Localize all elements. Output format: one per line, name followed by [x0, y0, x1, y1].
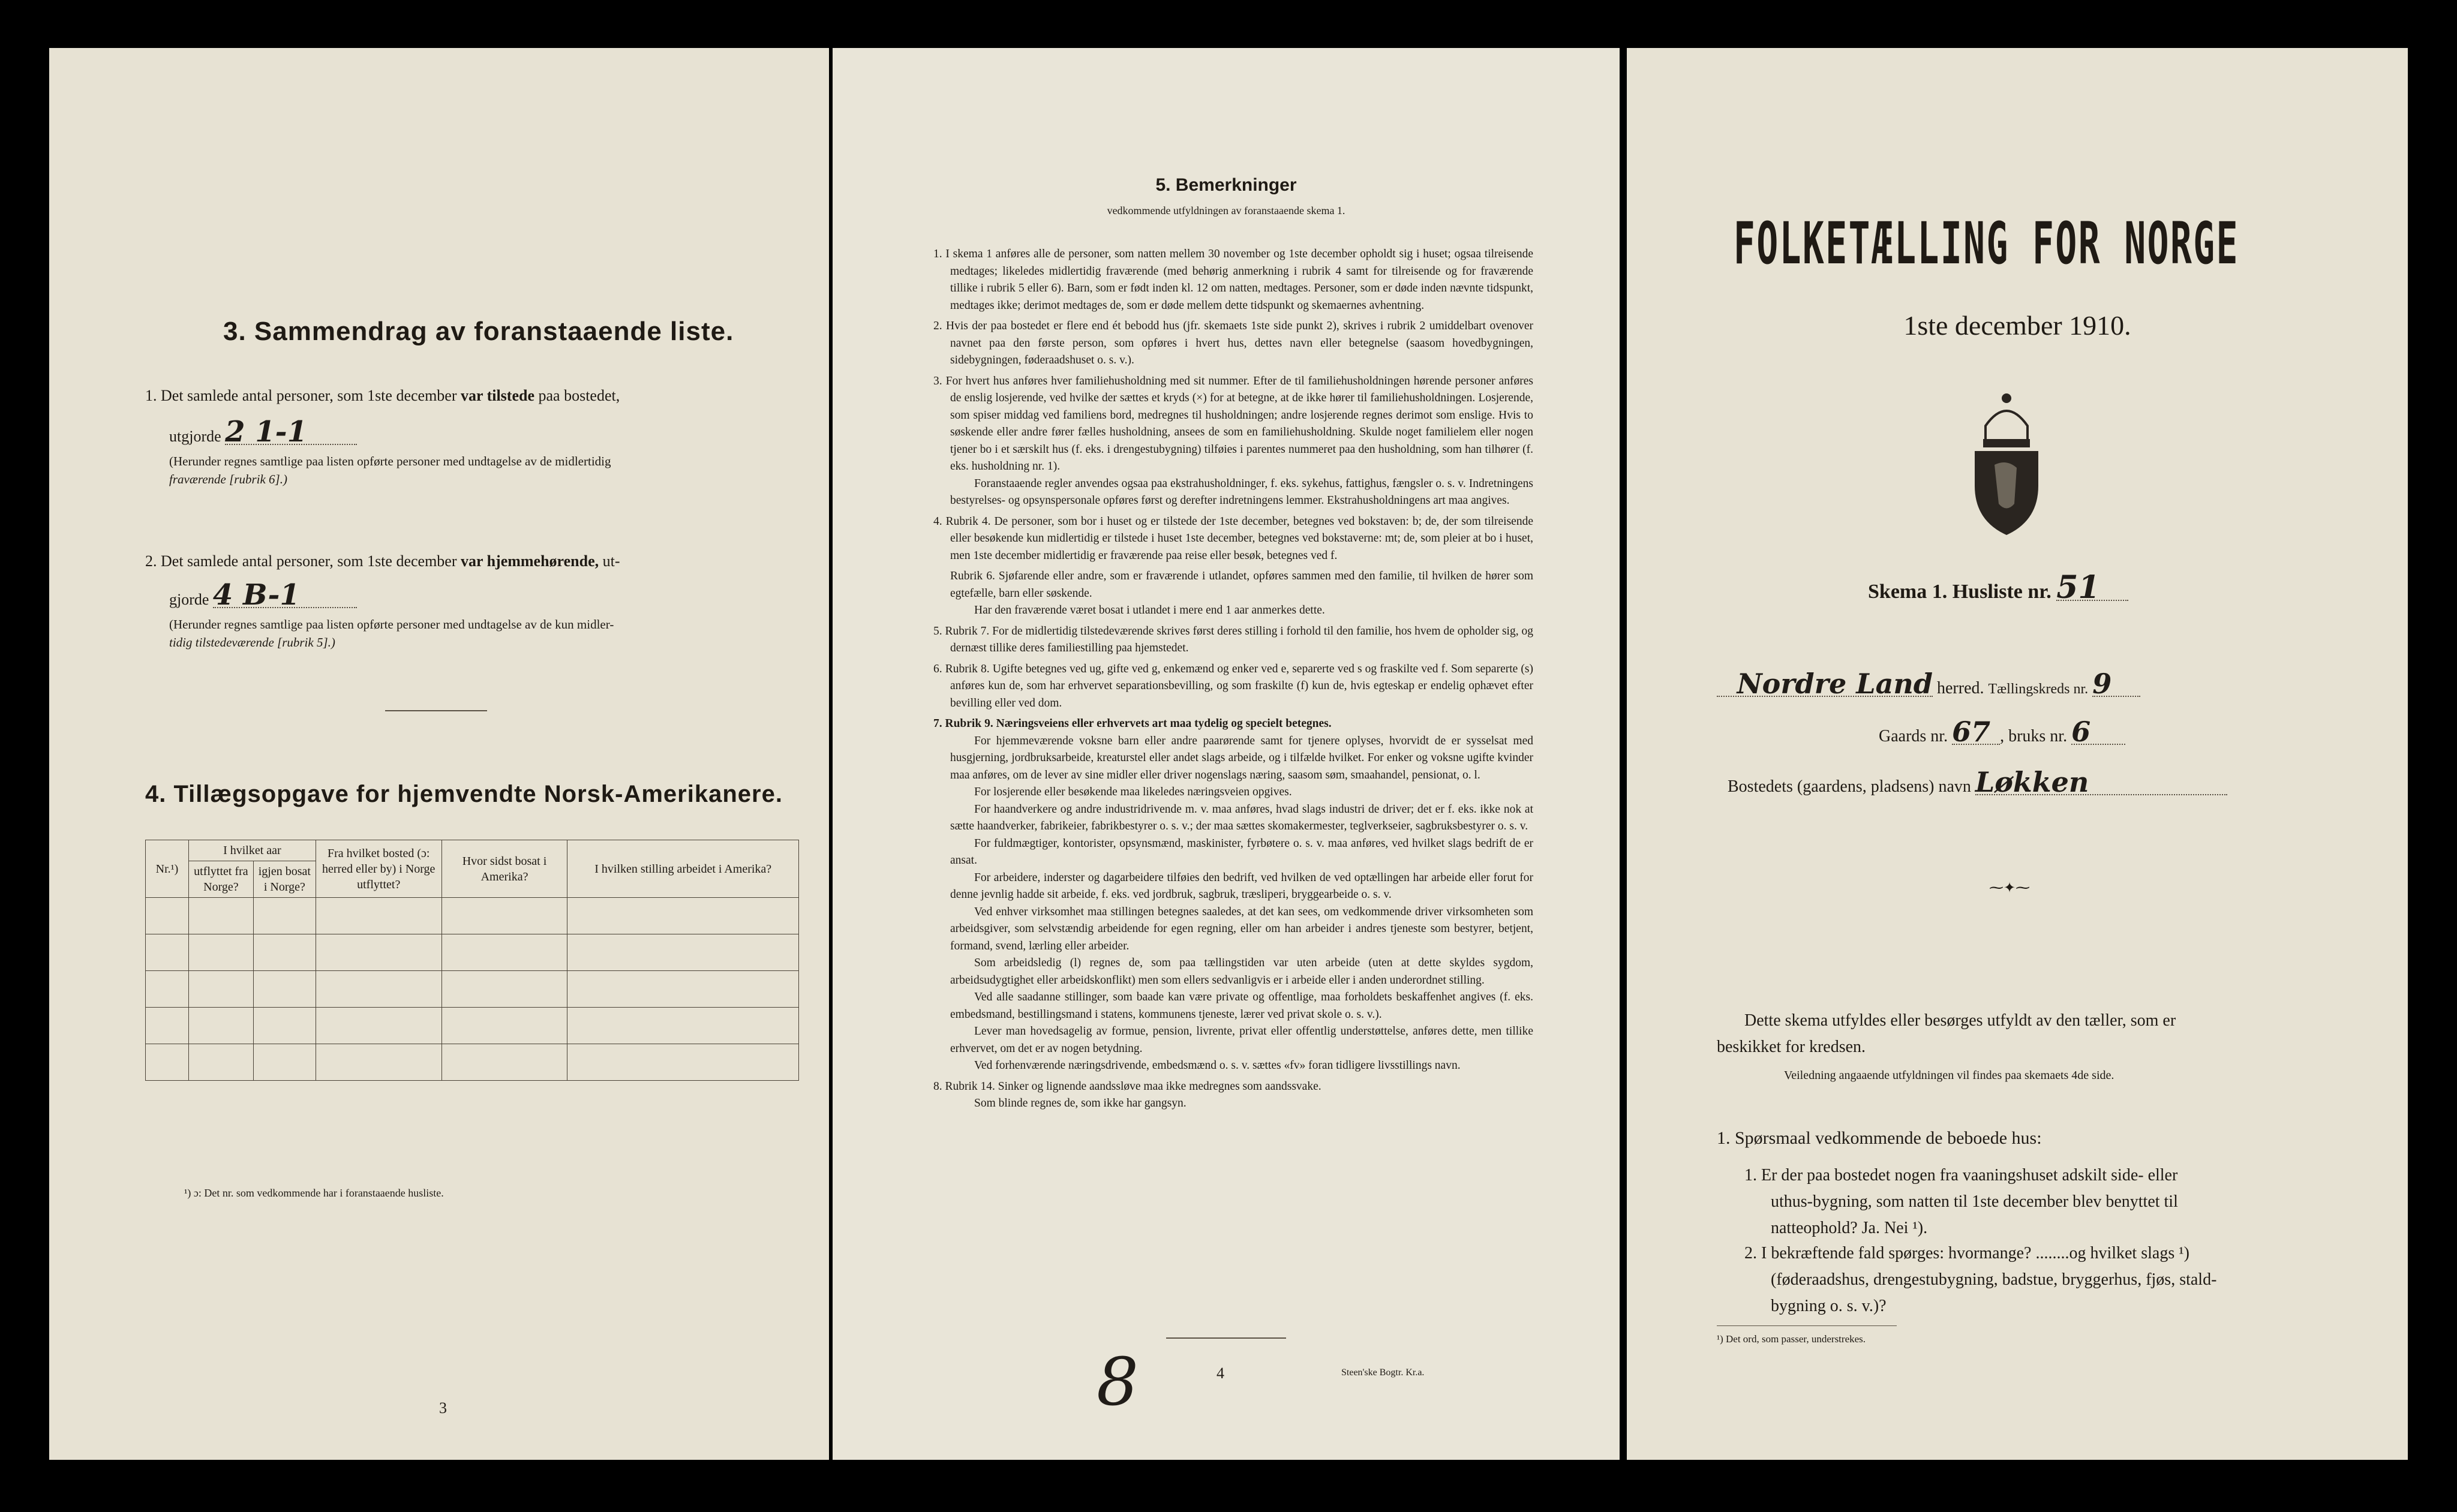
- remark-7d: For fuldmægtiger, kontorister, opsynsmænd, maskinister, fyrbøtere o. s. v. maa anføres, ved hvilket slags bedrift de er ansat.: [950, 837, 1533, 867]
- item1-note-line2: fraværende [rubrik 6].): [169, 472, 287, 486]
- remark-7h: Ved alle saadanne stillinger, som baade kan være private og offentlige, maa forholdets beskaffenhet angives (f. eks. embedsmand, bestillingsmand i statens, kommunens tjeneste, lærer ved privat skole o. s. v.).: [950, 991, 1533, 1021]
- info-line2: beskikket for kredsen.: [1717, 1038, 1866, 1056]
- q1-line2: uthus-bygning, som natten til 1ste december blev benyttet til: [1771, 1192, 2178, 1211]
- item1-utgjorde: utgjorde: [169, 428, 221, 445]
- remarks-subheading: vedkommende utfyldningen av foranstaaende skema 1.: [1107, 205, 1345, 217]
- table-row: [146, 1008, 799, 1044]
- remark-7g: Som arbeidsledig (l) regnes de, som paa tællingstiden var uten arbeide (uten at dette skyldes sygdom, arbeidsudygtighet eller arbeidskonflikt) men som ellers sedvanligvis er i arbeide eller i anden underordnet stilling.: [950, 957, 1533, 987]
- section4-footnote: ¹) ɔ: Det nr. som vedkommende har i foranstaaende husliste.: [184, 1187, 444, 1199]
- kreds-label: Tællingskreds nr.: [1988, 681, 2089, 697]
- q1-line1: 1. Er der paa bostedet nogen fra vaaningshuset adskilt side- eller: [1744, 1166, 2178, 1185]
- gaards-label: Gaards nr.: [1879, 727, 1948, 746]
- item2-value: 4 B-1: [213, 583, 357, 608]
- remarks-heading: 5. Bemerkninger: [1155, 175, 1297, 195]
- info-block: [1717, 1008, 2383, 1060]
- col-utflyttet: utflyttet fra Norge?: [188, 861, 253, 898]
- col-hvor: Hvor sidst bosat i Amerika?: [441, 840, 567, 898]
- remark-7a: For hjemmeværende voksne barn eller andre paarørende samt for tjenere oplyses, hvorvidt de er sysselsat med husgjerning, jordbruksarbeide, kreaturstel eller andet slags arbeide, og i tilfælde hvilket. For enker og voksne ugifte kvinder maa anføres, om de lever av sine midler eller driver nogenslags næring, saasom søm, smaahandel, pensionat, o. l.: [950, 734, 1533, 781]
- section4-table: [145, 840, 799, 1081]
- item1-utgjorde-row: [169, 415, 357, 449]
- item2-utgjorde-row: [169, 578, 357, 612]
- q1-line3: natteophold? Ja. Nei ¹).: [1771, 1219, 1928, 1237]
- bosted-row: [1728, 766, 2227, 800]
- page-left: [49, 48, 829, 1460]
- section3-heading: 3. Sammendrag av foranstaaende liste.: [223, 317, 734, 346]
- census-title: FOLKETÆLLING FOR NORGE: [1734, 210, 2239, 277]
- page-right: [1627, 48, 2408, 1460]
- remark-4: 4. Rubrik 4. De personer, som bor i huset og er tilstede der 1ste december, betegnes ved bokstaven: b; de, der som tilreisende eller besøkende kun midlertidig er tilstede i huset 1ste december, betegnes ved bokstaverne: mt; de, som pleier at bo i huset, men 1ste december midlertidig er fraværende paa reise eller besøk, betegnes ved f.: [933, 515, 1533, 562]
- item1-value: 2 1-1: [225, 420, 357, 445]
- item1-text-bold: var tilstede: [461, 387, 534, 404]
- remark-7c: For haandverkere og andre industridrivende m. v. maa anføres, hvad slags industri de driver; det er f. eks. ikke nok at sætte haandverker, fabrikeier, fabrikbestyrer o. s. v.; der maa sættes skomakermester, teglverkseier, sagbruksbestyrer o. s. v.: [950, 802, 1533, 832]
- remarks-list: [933, 246, 1533, 1113]
- col-fra: Fra hvilket bosted (ɔ: herred eller by) i Norge utflyttet?: [316, 840, 441, 898]
- item2-text-bold: var hjemmehørende,: [461, 552, 599, 570]
- remark-1: 1. I skema 1 anføres alle de personer, som natten mellem 30 november og 1ste december opholdt sig i huset; ogsaa tilreisende medtages; likeledes midlertidig fraværende (med behørig anmerkning i rubrik 4 samt for tilreisende og for fraværende tillike i rubrik 5 eller 6). Barn, som er født inden kl. 12 om natten, medtages. Personer, som er døde inden nævnte tidspunkt, medtages ikke; derimot medtages de, som er døde mellem dette tidspunkt og skemaernes avhentning.: [933, 248, 1533, 312]
- bruks-value: 6: [2071, 720, 2125, 745]
- question-2: [1744, 1240, 2380, 1319]
- item2-utgjorde: gjorde: [169, 591, 209, 608]
- herred-label: herred.: [1937, 679, 1984, 698]
- gaards-row: [1879, 716, 2125, 750]
- bosted-label: Bostedets (gaardens, pladsens) navn: [1728, 777, 1971, 796]
- table-row: [146, 898, 799, 934]
- questions-heading: 1. Spørsmaal vedkommende de beboede hus:: [1717, 1128, 2042, 1148]
- remark-4c: Har den fraværende været bosat i utlandet i mere end 1 aar anmerkes dette.: [974, 604, 1325, 617]
- item2-note-line1: (Herunder regnes samtlige paa listen opførte personer med undtagelse av de kun midler-: [169, 617, 614, 632]
- remark-4b: Rubrik 6. Sjøfarende eller andre, som er fraværende i utlandet, opføres sammen med den familie, til hvilken de hører som egtefælle, barn eller søskende.: [950, 570, 1533, 600]
- remark-8: 8. Rubrik 14. Sinker og lignende aandssløve maa ikke medregnes som aandssvake.: [933, 1080, 1321, 1093]
- bosted-value: Løkken: [1975, 770, 2227, 795]
- herred-row: [1717, 668, 2377, 702]
- table-row: [146, 1044, 799, 1081]
- coat-of-arms-icon: [1962, 384, 2051, 540]
- gaards-value: 67: [1952, 720, 2000, 745]
- page-middle: [833, 48, 1620, 1460]
- census-date: 1ste december 1910.: [1903, 310, 2131, 341]
- item2-note: [169, 615, 805, 651]
- q2-line1: 2. I bekræftende fald spørges: hvormange? ........og hvilket slags ¹): [1744, 1244, 2189, 1262]
- table-row: [146, 971, 799, 1008]
- item1-note: [169, 452, 805, 488]
- right-footnote: ¹) Det ord, som passer, understrekes.: [1717, 1333, 1866, 1345]
- remark-6: 6. Rubrik 8. Ugifte betegnes ved ug, gifte ved g, enkemænd og enker ved e, separerte ved s og fraskilte ved f. Som separerte (s) anføres kun de, som har erhvervet separationsbevilling, og som fraskilte (f) kun de, hvis egteskap er endelig ophævet efter bevilling eller ved dom.: [933, 662, 1533, 710]
- page-number-middle: 4: [1217, 1364, 1224, 1382]
- item2-text-b: ut-: [599, 552, 620, 570]
- item2-text-a: 2. Det samlede antal personer, som 1ste december: [145, 552, 461, 570]
- page-number-left: 3: [439, 1399, 447, 1417]
- question-1: [1744, 1162, 2380, 1242]
- col-nr: Nr.¹): [146, 840, 189, 898]
- printer-mark: Steen'ske Bogtr. Kr.a.: [1341, 1367, 1425, 1378]
- herred-value: Nordre Land: [1717, 672, 1933, 697]
- remark-3b: Foranstaaende regler anvendes ogsaa paa ekstrahusholdninger, f. eks. sykehus, fattighus, fængsler o. s. v. Indretningens bestyrelses- og opsynspersonale opføres først og derefter indretningens lemmer. Ekstrahusholdningens art maa angives.: [950, 477, 1533, 507]
- handwritten-mark: 8: [1097, 1343, 1139, 1420]
- remark-7e: For arbeidere, inderster og dagarbeidere tilføies den bedrift, ved hvilken de ved optællingen har arbeide eller forut for denne jevnlig hadde sit arbeide, f. eks. ved jordbruk, sagbruk, træsliperi, bryggearbeide o. s. v.: [950, 871, 1533, 901]
- remark-7i: Lever man hovedsagelig av formue, pension, livrente, privat eller offentlig understøttelse, anføres dette, men tillike erhvervet, om det er av nogen betydning.: [950, 1025, 1533, 1055]
- q2-line2: (føderaadshus, drengestubygning, badstue, bryggerhus, fjøs, stald-: [1771, 1270, 2217, 1289]
- item1-text-b: paa bostedet,: [534, 387, 620, 404]
- kreds-value: 9: [2092, 672, 2140, 697]
- remark-5: 5. Rubrik 7. For de midlertidig tilstedeværende skrives først deres stilling i forhold til den familie, hos hvem de opholder sig, og dernæst tillike deres familiestilling paa hjemstedet.: [933, 624, 1533, 654]
- schema-label: Skema 1. Husliste nr.: [1868, 581, 2051, 603]
- item2-note-line2: tidig tilstedeværende [rubrik 5].): [169, 635, 335, 650]
- remark-8b: Som blinde regnes de, som ikke har gangsyn.: [974, 1097, 1187, 1110]
- divider: [385, 710, 487, 711]
- footnote-rule: [1717, 1325, 1897, 1326]
- table-row: [146, 934, 799, 971]
- schema-row: [1868, 569, 2128, 606]
- item1-text-a: 1. Det samlede antal personer, som 1ste december: [145, 387, 461, 404]
- remark-3: 3. For hvert hus anføres hver familiehusholdning med sit nummer. Efter de til familiehusholdningen hørende personer anføres de enslig losjerende, ved hvilke der sættes et kryds (×) for at betegne, at de ikke hører til familiehusholdningen. Losjerende, som spiser middag ved familiens bord, medregnes til husholdningen; andre losjerende regnes derimot som enslige. Hvis to søskende eller andre fører fælles husholdning, ansees de som en familiehusholdning. Skulde noget familielem eller nogen tjener bo i et særskilt hus (f. eks. i drengestubygning) tilføies i parentes nummeret paa den husholdning, som han tilhører (f. eks. husholdning nr. 1).: [933, 374, 1533, 473]
- col-igjen: igjen bosat i Norge?: [253, 861, 316, 898]
- info-line1: Dette skema utfyldes eller besørges utfyldt av den tæller, som er: [1744, 1011, 2176, 1030]
- ornament-icon: ⁓✦⁓: [1989, 880, 2031, 896]
- remark-7j: Ved forhenværende næringsdrivende, embedsmænd o. s. v. sættes «fv» foran tidligere livsstillings navn.: [974, 1059, 1461, 1072]
- bruks-label: , bruks nr.: [2000, 727, 2068, 746]
- item1-note-line1: (Herunder regnes samtlige paa listen opførte personer med undtagelse av de midlertidig: [169, 454, 611, 468]
- col-group: I hvilket aar: [188, 840, 316, 861]
- divider-middle: [1166, 1337, 1286, 1339]
- remark-7b: For losjerende eller besøkende maa likeledes næringsveien opgives.: [974, 786, 1292, 798]
- remark-7: 7. Rubrik 9. Næringsveiens eller erhvervets art maa tydelig og specielt betegnes.: [933, 717, 1332, 730]
- schema-value: 51: [2056, 576, 2128, 601]
- section3-item1: [145, 384, 799, 408]
- remark-7f: Ved enhver virksomhet maa stillingen betegnes saaledes, at det kan sees, om vedkommende driver virksomheten som arbeidsgiver, som selvstændig arbeidende for egen regning, eller om han arbeider i andres tjeneste som bestyrer, betjent, formand, svend, lærling eller arbeider.: [950, 905, 1533, 952]
- remark-2: 2. Hvis der paa bostedet er flere end ét bebodd hus (jfr. skemaets 1ste side punkt 2), skrives i rubrik 2 umiddelbart ovenover navnet paa den første person, som opføres i hvert hus, dettes navn eller betegnelse (saasom hovedbygningen, sidebygningen, føderaadshuset o. s. v.).: [933, 320, 1533, 366]
- section3-item2: [145, 549, 799, 573]
- info-line3: Veiledning angaaende utfyldningen vil findes paa skemaets 4de side.: [1784, 1069, 2114, 1082]
- section4-heading: 4. Tillægsopgave for hjemvendte Norsk-Amerikanere.: [145, 781, 783, 807]
- q2-line3: bygning o. s. v.)?: [1771, 1297, 1887, 1315]
- col-stilling: I hvilken stilling arbeidet i Amerika?: [567, 840, 799, 898]
